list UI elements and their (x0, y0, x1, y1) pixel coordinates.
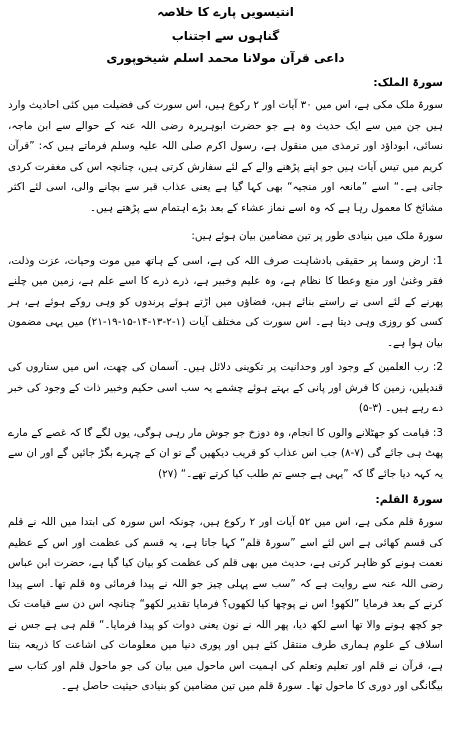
mulk-intro-paragraph: سورۃ ملک مکی ہے، اس میں ۳۰ آیات اور ۲ رکوع ہیں، اس سورت کی فضیلت میں کئی احادیث وارد ہیں جن میں سے ایک حدیث وہ ہے جو حضرت ابوہریرہ رضی اللہ عنہ کے حوالے سے ابن ماجہ، نسائی، ابوداؤد اور ترمذی میں منقول ہے، رسول اکرم صلی اللہ علیہ وسلم فرماتے ہیں کہ: ”قرآن کریم میں تیس آیات ہیں جو اپنے پڑھنے والے کے لئے سفارش کرتی ہیں، چنانچہ اس کی مغفرت کردی جاتی ہے۔“ اسے ”مانعہ اور منجیہ“ بھی کہا گیا ہے یعنی عذاب قبر سے بچانے والی، اسی لئے اکثر مشائخ کا معمول رہا ہے کہ وہ اسے نماز عشاء کے بعد بڑے اہتمام سے پڑھتے ہیں۔ (8, 99, 443, 214)
part-title: انتیسویں پارے کا خلاصہ (157, 5, 294, 19)
mulk-theme-3: 3: قیامت کو جھٹلانے والوں کا انجام، وہ دوزخ جو جوش مار رہی ہوگی، یوں لگے گا کہ غصے کے مارے پھٹ ہی جائے گی (۷-۸) جب اس عذاب کو قریب دیکھیں گے تو ان کے چہرے بگڑ جائیں گے اور ان سے یہ کہہ دیا جائے گا کہ ”یہی ہے جسے تم طلب کیا کرتے تھے۔“ (۲۷) (8, 426, 444, 480)
mulk-theme-1: 1: ارض وسما پر حقیقی بادشاہت صرف اللہ کی ہے، اسی کے ہاتھ میں موت وحیات، عزت وذلت، فقر وغنیٰ اور منع وعطا کا نظام ہے، وہ علیم وخبیر ہے، ذرے ذرے کا اسے علم ہے، زمین میں چلنے پھرنے کے لئے اسی نے راستے بنائے ہیں، فضاؤں میں اڑتے ہوئے پرندوں کو وہی روکے ہوئے ہے، ہر کسی کو روزی وہی دیتا ہے۔ اس سورت کی مختلف آیات (۱-۲-۱۳-۱۴-۱۵-۱۹-۲۱) میں یہی مضمون بیان ہوا ہے۔ (8, 254, 444, 349)
section-heading-qalam: سورۃ القلم: (375, 493, 443, 506)
mulk-themes-intro: سورۃ ملک میں بنیادی طور پر تین مضامین بیان ہوئے ہیں: (191, 230, 443, 242)
author-line: داعی قرآن مولانا محمد اسلم شیخوپوری (106, 51, 345, 65)
page-subtitle: گناہوں سے اجتناب (171, 29, 280, 43)
qalam-intro-paragraph: سورۃ قلم مکی ہے، اس میں ۵۲ آیات اور ۲ رکوع ہیں، چونکہ اس سورہ کی ابتدا میں اللہ نے قلم کی قسم کھائی ہے اس لئے اسے ”سورۃ قلم“ کہا جاتا ہے، یہ قسم کی عظمت اور اس کے عظیم نعمت ہونے کو ظاہر کرتی ہے، حدیث میں بھی قلم کی عظمت کو بیان کیا گیا ہے، حضرت ابن عباس رضی اللہ عنہ سے روایت ہے کہ ”سب سے پہلی چیز جو اللہ نے پیدا فرمائی وہ قلم تھا۔ اسے پیدا کرنے کے بعد فرمایا ”لکھو! اس نے پوچھا کیا لکھوں؟ فرمایا تقدیر لکھو“ چنانچہ اس دن سے قیامت تک جو کچھ ہونے والا تھا اسے لکھ دیا، پھر اللہ نے نون یعنی دوات کو پیدا فرمایا۔“ قلم ہی ہے جس نے اسلاف کے علوم ہماری طرف منتقل کئے ہیں اور پوری دنیا میں معلومات کی اشاعت کا ذریعہ بنتا ہے، قرآن نے قلم اور تعلیم وتعلم کی اہمیت اس ماحول میں بیان کی جو ماحول قلم اور کتاب سے بیگانگی اور دوری کا ماحول تھا۔ سورۃ قلم میں تین مضامین کو بنیادی حیثیت حاصل ہے۔ (8, 516, 444, 692)
mulk-theme-2: 2: رب العلمین کے وجود اور وحدانیت پر تکوینی دلائل ہیں۔ آسمان کی چھت، اس میں ستاروں کی قندیلیں، زمین کا فرش اور پانی کے بہتے ہوئے چشمے یہ سب اسی حکیم وخبیر ذات کے وجود کی خبر دے رہے ہیں۔ (۳-۵) (8, 361, 443, 414)
section-heading-mulk: سورۃ الملک: (373, 76, 443, 89)
